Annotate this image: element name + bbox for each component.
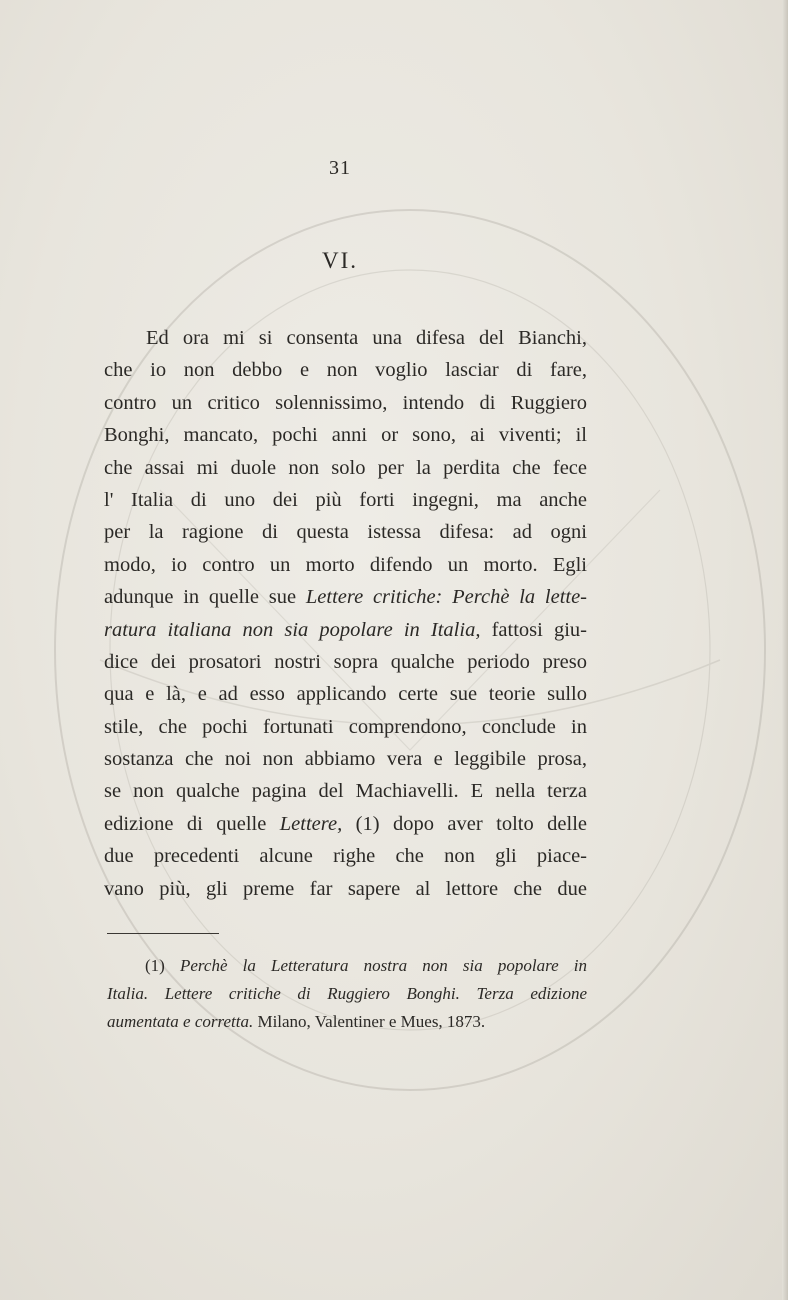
text-line: se non qualche pagina del Machiavelli. E nella terza	[104, 780, 587, 803]
text-line: stile, che pochi fortunati comprendono, conclude in	[104, 715, 587, 738]
italic-title-run: ratura italiana non sia popolare in Italia,	[104, 618, 481, 641]
footnote-line	[107, 980, 587, 1008]
text-line: dice dei prosatori nostri sopra qualche periodo preso	[104, 650, 587, 673]
footnote-line	[107, 952, 587, 980]
footnote-rule	[107, 933, 219, 934]
italic-title-run: Lettere critiche: Perchè la lette-	[305, 586, 588, 609]
text-line: contro un critico solennissimo, intendo di Ruggiero	[104, 391, 587, 414]
page-number: 31	[329, 157, 351, 179]
footnote-publisher: Milano, Valentiner e Mues, 1873.	[257, 1012, 486, 1031]
footnote	[107, 952, 587, 1036]
text-line	[104, 581, 587, 613]
text-line: due precedenti alcune righe che non gli piace-	[104, 845, 587, 868]
text-line: sostanza che noi non abbiamo vera e leggibile prosa,	[104, 748, 587, 771]
footnote-marker: (1)	[145, 956, 165, 975]
text-line: Ed ora mi si consenta una difesa del Bianchi,	[146, 327, 587, 349]
text-run: adunque in quelle sue	[104, 586, 297, 609]
section-heading: VI.	[321, 248, 359, 273]
text-line: per la ragione di questa istessa difesa: ad ogni	[104, 521, 587, 544]
text-run: fattosi giu-	[491, 618, 587, 641]
body-text	[104, 322, 587, 905]
page-edge	[782, 0, 788, 1300]
footnote-italic: Perchè la Letteratura nostra non sia popolare in	[179, 956, 587, 975]
text-line: Bonghi, mancato, pochi anni or sono, ai viventi; il	[104, 424, 587, 447]
footnote-line	[107, 1008, 587, 1036]
footnote-italic: aumentata e corretta.	[107, 1012, 254, 1031]
text-run: edizione di quelle	[104, 812, 267, 835]
text-line	[104, 614, 587, 646]
text-line	[104, 808, 587, 840]
footnote-reference: (1) dopo aver tolto delle	[355, 812, 587, 835]
text-line: qua e là, e ad esso applicando certe sue teorie sullo	[104, 683, 587, 706]
text-line: l' Italia di uno dei più forti ingegni, ma anche	[104, 488, 587, 511]
text-line: che io non debbo e non voglio lasciar di fare,	[104, 359, 587, 382]
text-line: vano più, gli preme far sapere al lettore che due	[104, 877, 587, 900]
footnote-italic: Italia. Lettere critiche di Ruggiero Bonghi. Terza edizione	[107, 984, 587, 1003]
italic-title-run: Lettere,	[279, 812, 343, 835]
text-line: modo, io contro un morto difendo un morto. Egli	[104, 553, 587, 576]
text-line: che assai mi duole non solo per la perdita che fece	[104, 456, 587, 479]
